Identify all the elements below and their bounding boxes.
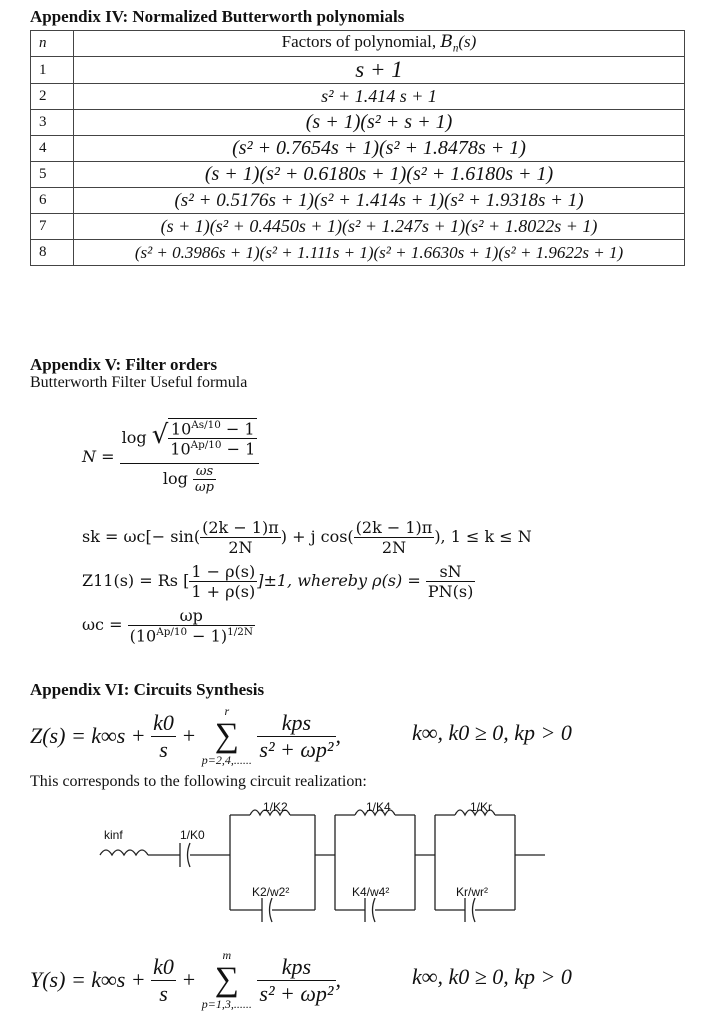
eq-z11 — [82, 562, 475, 601]
sqrt-icon: √ — [151, 419, 169, 450]
eq-y-k0-frac — [151, 954, 176, 1007]
label-cr: Kr/wr² — [456, 885, 488, 899]
eq-ws: ωs — [193, 464, 216, 480]
eq-y-s: s — [159, 980, 168, 1006]
row-poly: (s² + 0.7654s + 1)(s² + 1.8478s + 1) — [74, 136, 685, 162]
row-poly: s + 1 — [74, 57, 685, 84]
eq-z-lhs: Z(s) = k∞s + — [30, 723, 146, 748]
eq-sqrt-den — [168, 439, 257, 458]
eq-n-numerator — [120, 418, 260, 464]
eq-admittance-y: Y(s) = k∞s + $\frac{k0}{s}$ + m ∑ p=1,3,...... $\frac{\text{kps}}{\text{s² + ωp²}}$ , — [30, 948, 342, 1011]
eq-sqrt-num — [168, 419, 257, 439]
row-poly: (s + 1)(s² + s + 1) — [74, 110, 685, 136]
eq-n-fraction — [120, 418, 260, 495]
capacitor-cr-plate — [473, 898, 476, 922]
col-factors-symbol: B — [440, 32, 453, 53]
row-n: 8 — [31, 240, 74, 266]
label-c4: K4/w4² — [352, 885, 390, 899]
eq-sk-frac1 — [200, 518, 281, 557]
eq-y-term-den: s² + ωp² — [259, 980, 334, 1006]
eq-sk-num1: (2k − 1)π — [202, 518, 279, 537]
row-n: 5 — [31, 162, 74, 188]
eq-z11-lhs: Z11(s) = Rs [ — [82, 571, 190, 590]
eq-y-plus: + — [181, 967, 197, 992]
table-row — [31, 136, 685, 162]
eq-z11-mid: ]±1, whereby ρ(s) = — [257, 571, 421, 590]
table-header-row — [31, 31, 685, 57]
capacitor-c4-plate — [373, 898, 376, 922]
row-poly: (s + 1)(s² + 0.6180s + 1)(s² + 1.6180s + 1) — [74, 162, 685, 188]
eq-z11-frac — [189, 562, 257, 601]
eq-rho-frac — [426, 562, 475, 601]
eq-ws-wp — [193, 464, 216, 495]
eq-y-k0: k0 — [153, 953, 174, 979]
eq-ten-a: 10 — [170, 419, 192, 439]
col-factors-arg: (s) — [458, 32, 477, 52]
eq-y-sum-bot: p=1,3,...... — [201, 997, 252, 1011]
eq-minus-a: − 1 — [225, 419, 255, 439]
eq-z-sum-bot: p=2,4,...... — [201, 753, 252, 767]
eq-rho-num: sN — [426, 562, 475, 582]
eq-sk-num2: (2k − 1)π — [355, 518, 433, 537]
table-row — [31, 214, 685, 240]
eq-log-1: log — [121, 427, 147, 447]
row-n: 2 — [31, 84, 74, 110]
table-row — [31, 57, 685, 84]
appendix6-title: Appendix VI: Circuits Synthesis — [30, 680, 265, 699]
row-poly: (s² + 0.5176s + 1)(s² + 1.414s + 1)(s² + 1.9318s + 1) — [74, 188, 685, 214]
eq-sqrt-fraction — [168, 418, 257, 459]
row-poly: (s + 1)(s² + 0.4450s + 1)(s² + 1.247s + 1)(s² + 1.8022s + 1) — [74, 214, 685, 240]
eq-wc-den-b: − 1) — [187, 626, 228, 646]
eq-y-lhs: Y(s) = k∞s + — [30, 967, 146, 992]
row-poly: (s² + 0.3986s + 1)(s² + 1.111s + 1)(s² + 1.6630s + 1)(s² + 1.9622s + 1) — [74, 240, 685, 266]
circuit-diagram — [90, 795, 550, 945]
eq-z-s: s — [159, 736, 168, 762]
eq-sk-lhs: sk = ωc[− sin( — [82, 527, 201, 546]
eq-wc-num: ωp — [128, 606, 255, 626]
label-kinf: kinf — [104, 828, 123, 842]
eq-sk-end: ), 1 ≤ k ≤ N — [434, 527, 532, 546]
eq-sk-mid: ) + j cos( — [280, 527, 354, 546]
eq-wp: ωp — [195, 479, 214, 495]
eq-log-2: log — [162, 468, 188, 488]
eq-z-sum-top: r — [224, 704, 230, 718]
table-row — [31, 84, 685, 110]
eq-ap-exp: Ap/10 — [190, 439, 222, 452]
label-1k0: 1/K0 — [180, 828, 205, 842]
eq-minus-b: − 1 — [226, 439, 256, 459]
table-row — [31, 162, 685, 188]
row-n: 6 — [31, 188, 74, 214]
eq-n-lhs: N = — [82, 446, 115, 466]
eq-pole-sk — [82, 518, 532, 557]
eq-sk-den1: 2N — [228, 538, 253, 557]
eq-z11-den: 1 + ρ(s) — [191, 582, 256, 601]
sum-icon: m ∑ p=1,3,...... — [201, 948, 252, 1011]
eq-sk-frac2 — [354, 518, 435, 557]
eq-order-n — [82, 418, 259, 495]
table-row — [31, 188, 685, 214]
col-factors-label: Factors of polynomial, — [281, 32, 437, 52]
appendix4-title: Appendix IV: Normalized Butterworth polynomials — [30, 7, 405, 26]
eq-z-term-frac — [257, 710, 335, 763]
row-poly: s² + 1.414 s + 1 — [74, 84, 685, 110]
eq-z-k0: k0 — [153, 709, 174, 735]
row-n: 1 — [31, 57, 74, 84]
capacitor-k0-plate — [188, 843, 191, 867]
label-1kr: 1/Kr — [470, 800, 493, 814]
circuit-caption: This corresponds to the following circuit realization: — [30, 773, 367, 790]
eq-as-exp: As/10 — [191, 419, 221, 431]
col-factors-header — [74, 31, 685, 57]
eq-wc — [82, 606, 255, 645]
inductor-kinf — [100, 850, 148, 855]
eq-z-condition: k∞, k0 ≥ 0, kp > 0 — [412, 720, 572, 745]
label-c2: K2/w2² — [252, 885, 290, 899]
eq-y-term-num: kps — [257, 954, 335, 981]
label-1k4: 1/K4 — [366, 800, 391, 814]
eq-z-plus: + — [181, 723, 197, 748]
appendix5-subtitle: Butterworth Filter Useful formula — [30, 374, 248, 391]
sum-icon: r ∑ p=2,4,...... — [201, 704, 252, 767]
eq-wc-den — [128, 626, 255, 645]
table-row — [31, 240, 685, 266]
eq-z-term-num: kps — [257, 710, 335, 737]
eq-wc-den-a: (10 — [129, 626, 157, 646]
col-factors-sub: n — [452, 42, 459, 55]
table-row — [31, 110, 685, 136]
eq-sk-den2: 2N — [381, 538, 407, 557]
eq-n-denominator — [120, 464, 260, 495]
row-n: 7 — [31, 214, 74, 240]
eq-impedance-z: Z(s) = k∞s + $\frac{k0}{s}$ + r ∑ p=2,4,...... $\frac{\text{kps}}{\text{s² + ωp²}}$ , — [30, 704, 342, 767]
capacitor-c2-plate — [270, 898, 273, 922]
eq-ten-b: 10 — [170, 439, 191, 459]
col-n-header: n — [31, 31, 74, 57]
eq-wc-exp2: 1/2N — [227, 626, 253, 638]
eq-y-term-frac — [257, 954, 335, 1007]
eq-z-term-den: s² + ωp² — [259, 736, 334, 762]
eq-z11-num: 1 − ρ(s) — [191, 562, 256, 581]
appendix5-title: Appendix V: Filter orders — [30, 355, 218, 374]
label-1k2: 1/K2 — [263, 800, 288, 814]
eq-y-condition: k∞, k0 ≥ 0, kp > 0 — [412, 964, 572, 989]
butterworth-table — [30, 30, 685, 266]
eq-wc-exp1: Ap/10 — [156, 626, 188, 638]
eq-wc-lhs: ωc = — [82, 615, 123, 635]
eq-y-sum-top: m — [222, 948, 232, 962]
eq-rho-den: PN(s) — [427, 582, 474, 601]
row-n: 4 — [31, 136, 74, 162]
row-n: 3 — [31, 110, 74, 136]
eq-z-k0-frac — [151, 710, 176, 763]
eq-wc-frac — [128, 606, 255, 645]
